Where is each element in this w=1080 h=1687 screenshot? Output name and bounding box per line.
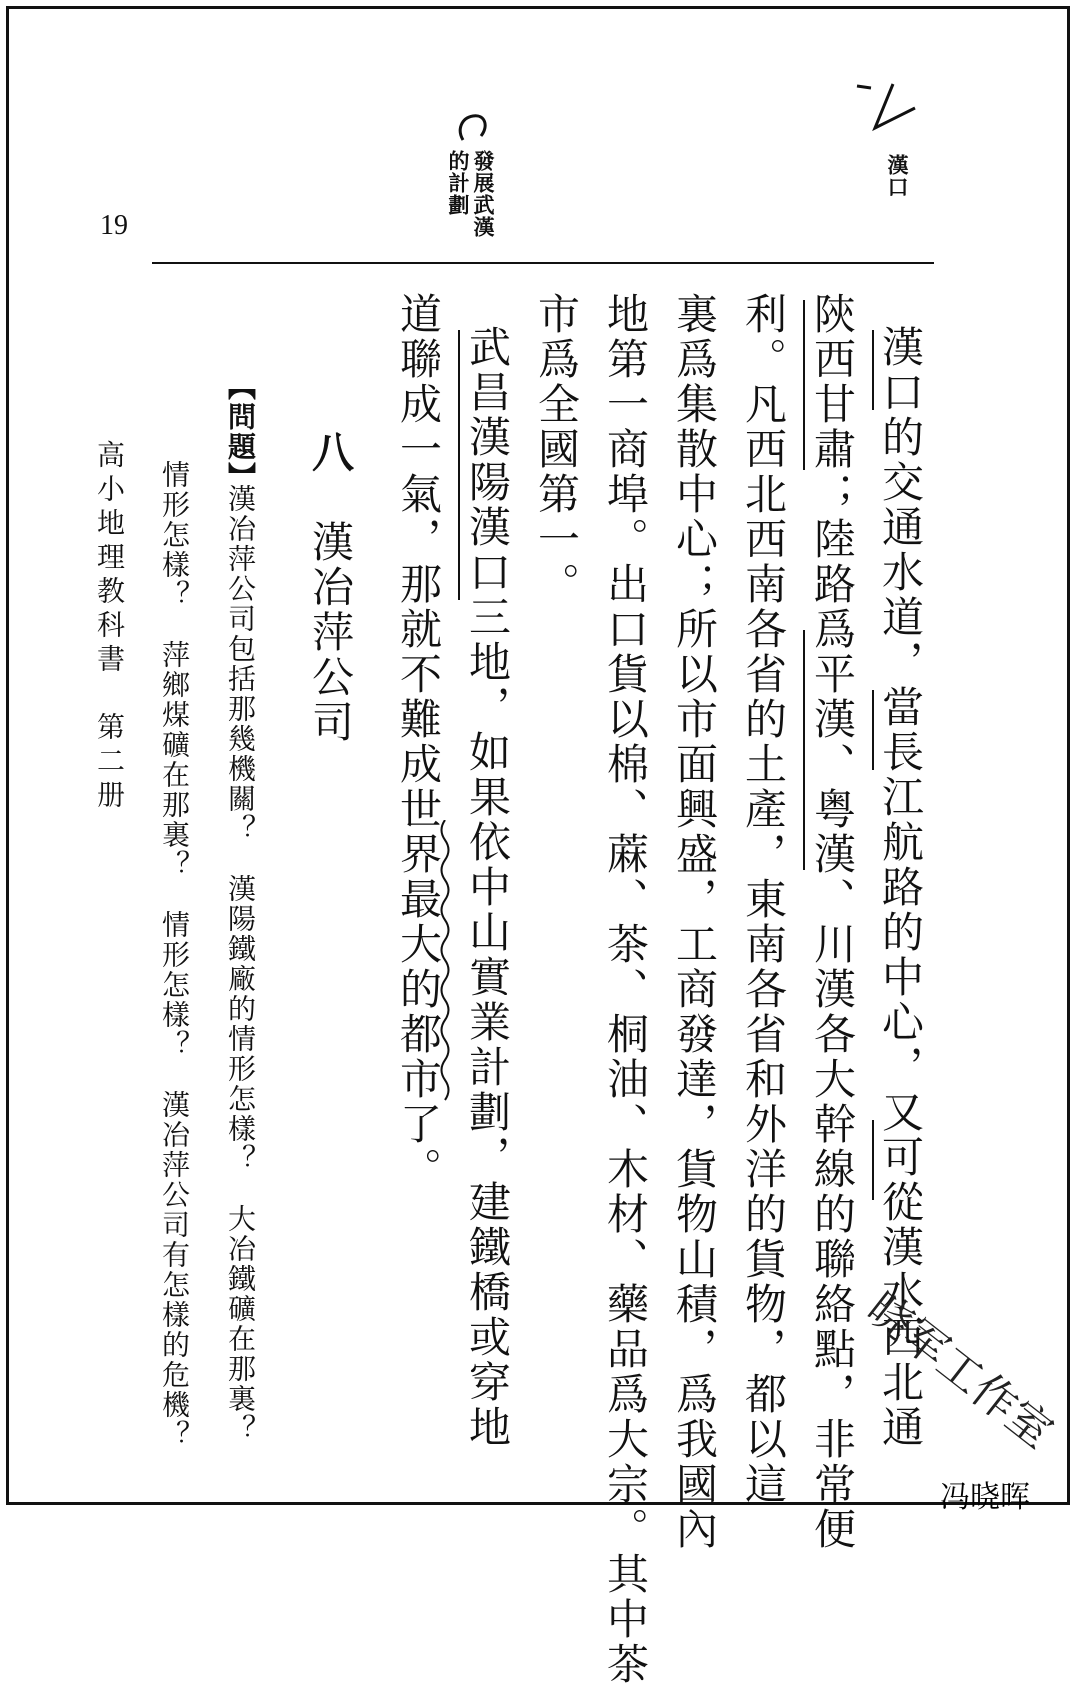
article-column-8: 道聯成一氣，那就不難成世界最大的都市了。 [394,292,443,1192]
handwritten-watermark [830,1280,1070,1470]
pencil-mark-icon [455,110,495,150]
running-header-development-col2: 的計劃 [446,150,471,216]
printed-watermark: 冯晓晖 [940,1480,1030,1515]
article-column-5: 地第一商埠。出口貨以棉、蔴、茶、桐油、木材、藥品爲大宗。其中茶 [601,292,650,1687]
noun-mark [803,630,805,870]
article-column-2: 陝西甘肅；陸路爲平漢、粤漢、川漢各大幹線的聯絡點，非常便 [808,292,857,1552]
article-column-6: 市爲全國第一。 [532,292,581,607]
header-rule [152,262,934,264]
handwritten-watermark-text: 晓军工作室 [857,1282,1063,1459]
running-header-hankou: 漢口 [885,154,910,198]
article-column-3: 利。凡西北西南各省的土產，東南各省和外洋的貨物，都以這 [739,292,788,1507]
section-number: 八 [306,430,355,475]
noun-mark [803,300,805,470]
book-title-sidebar: 高小地理教科書 第二册 [93,440,126,814]
pencil-check-icon [845,72,920,142]
page-number: 19 [100,210,128,241]
noun-mark [458,330,460,600]
questions-column-2: 情形怎樣？ 萍鄉煤礦在那裏？ 情形怎樣？ 漢冶萍公司有怎樣的危機？ [158,460,191,1450]
section-title: 漢冶萍公司 [306,520,355,745]
article-column-4: 裏爲集散中心；所以市面興盛，工商發達，貨物山積，爲我國內 [670,292,719,1552]
noun-mark [872,1120,874,1200]
questions-column-1: 漢冶萍公司包括那幾機關？ 漢陽鐵廠的情形怎樣？ 大冶鐵礦在那裏？ [224,484,257,1444]
article-column-7: 武昌漢陽漢口三地，如果依中山實業計劃，建鐵橋或穿地 [463,325,512,1450]
noun-mark [872,330,874,410]
article-column-1: 漢口的交通水道，當長江航路的中心，又可從漢水西北通 [876,325,925,1450]
questions-label: 【問題】 [224,372,257,492]
noun-mark [872,690,874,770]
book-title-wavy-mark [438,820,452,1110]
running-header-development-col1: 發展武漢 [471,150,496,238]
